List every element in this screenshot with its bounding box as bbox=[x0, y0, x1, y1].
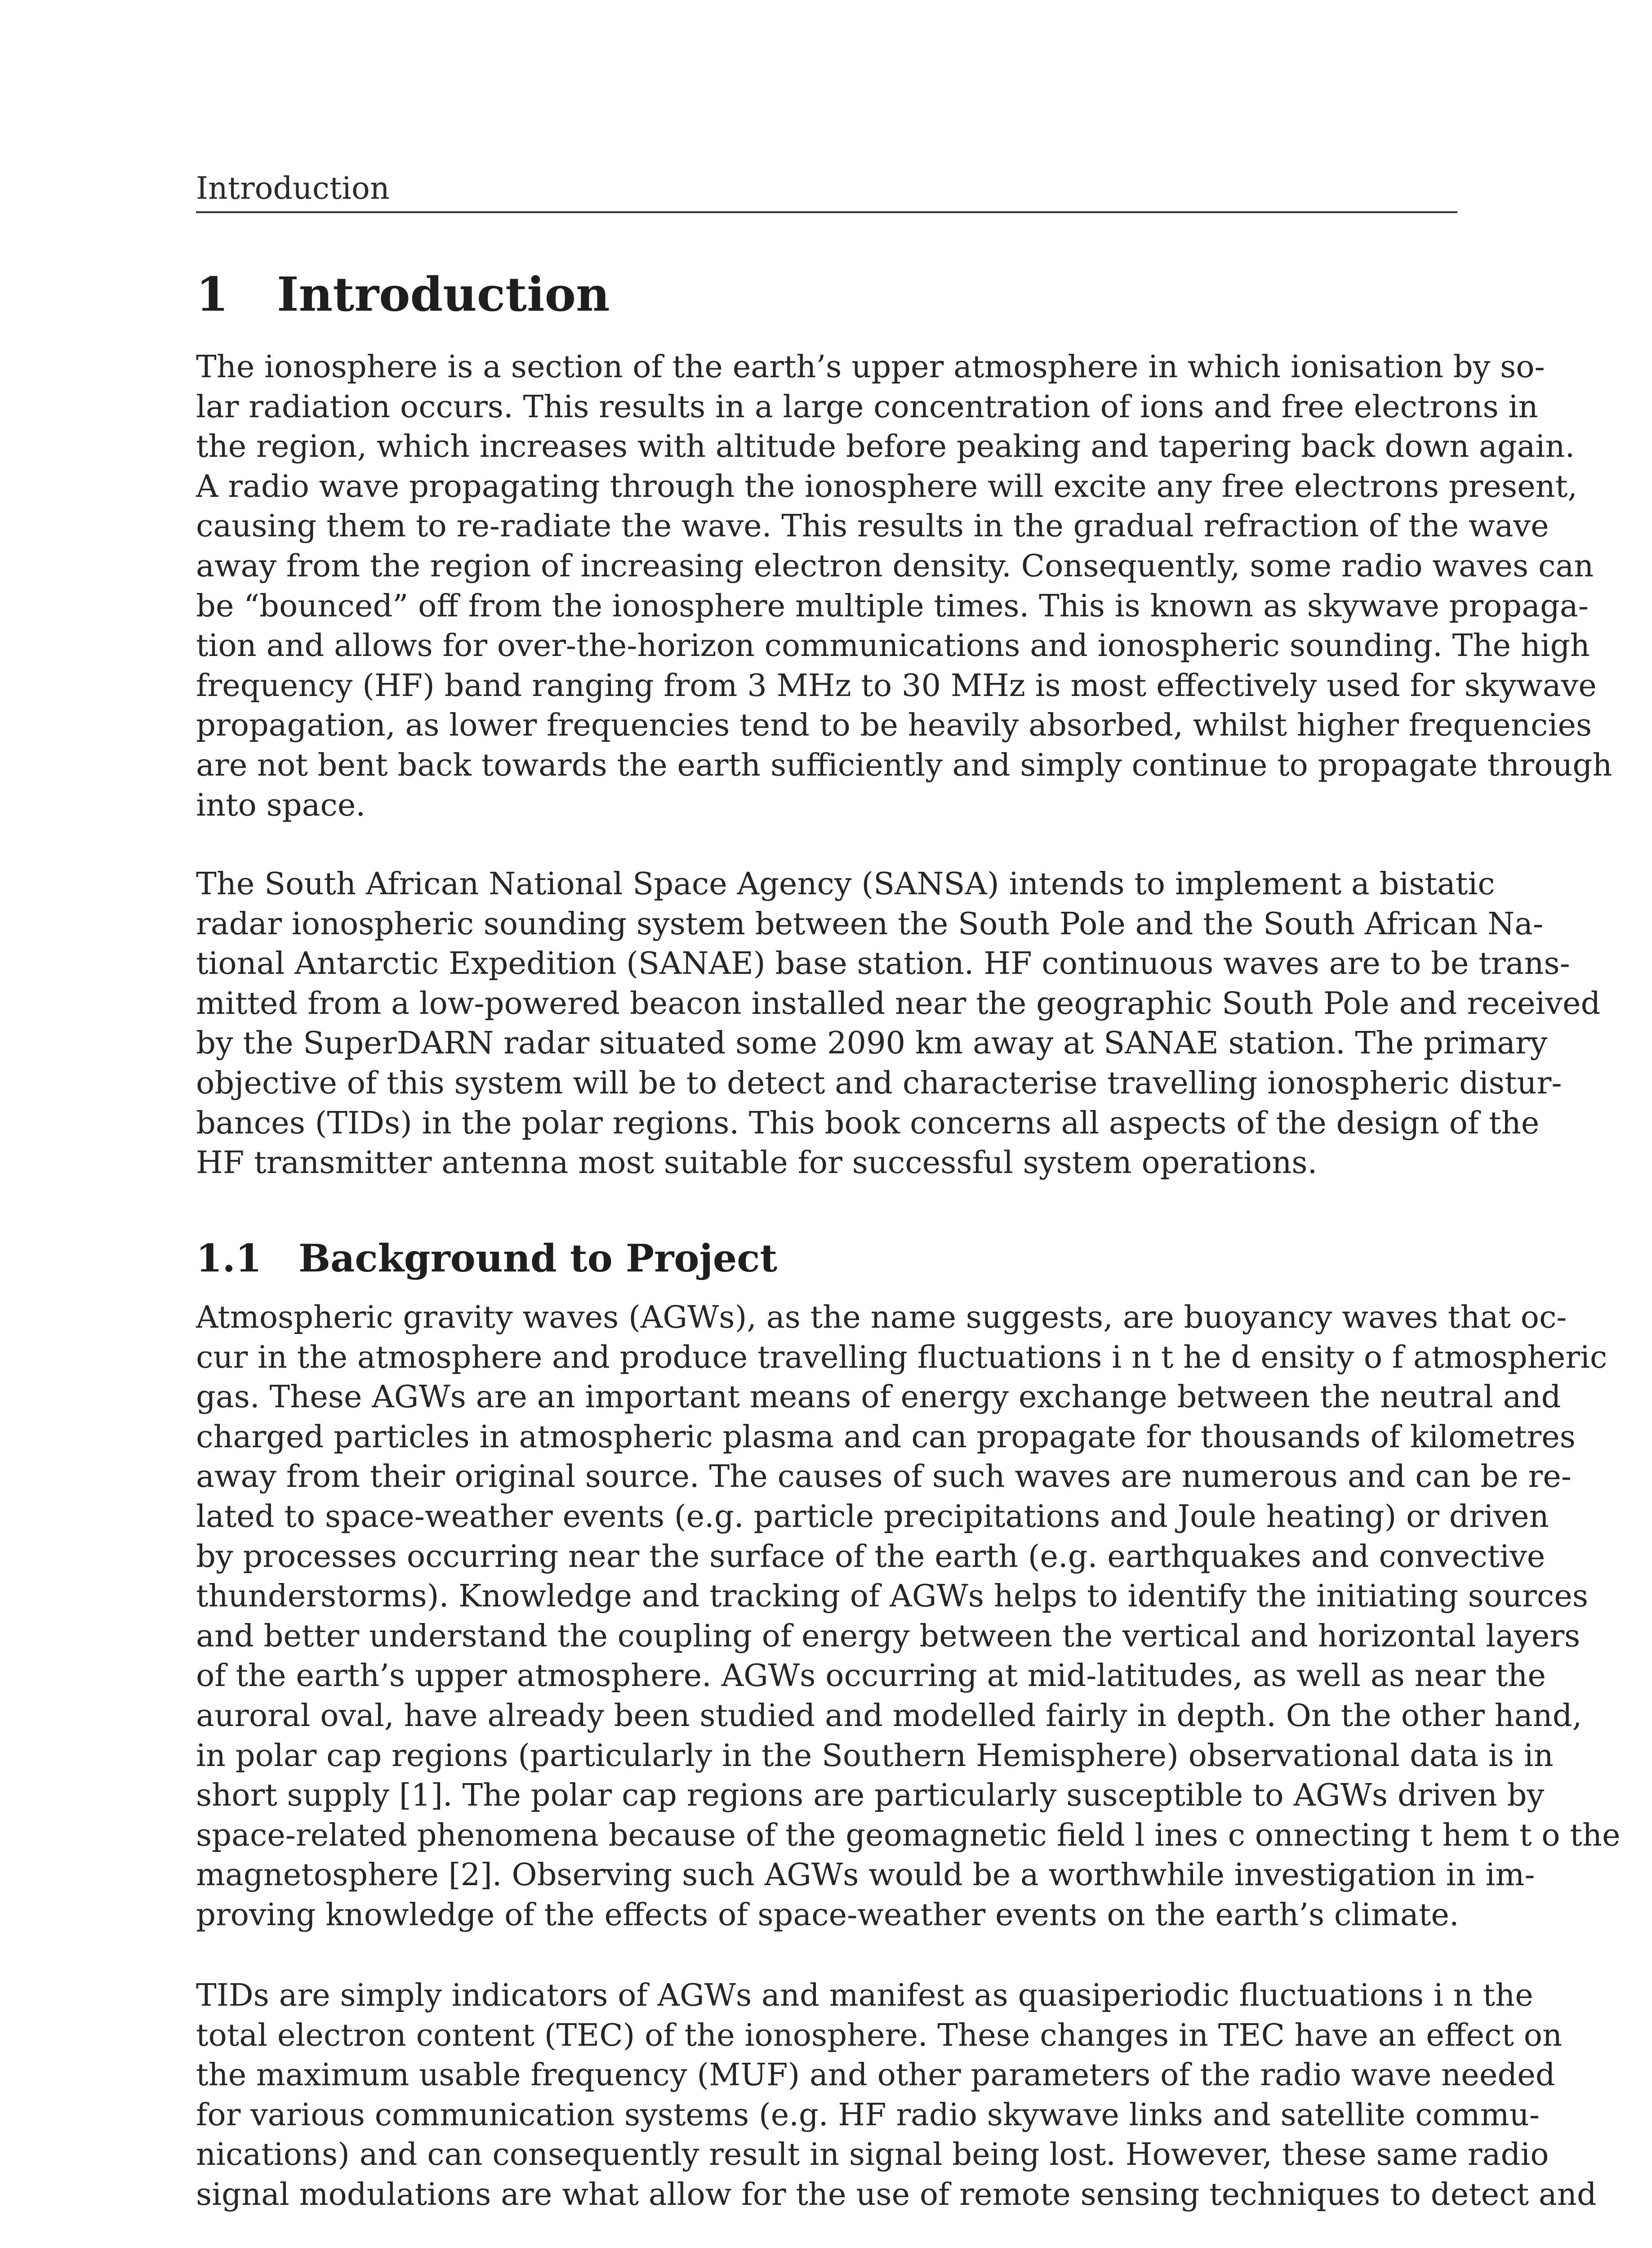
paragraph-line: are not bent back towards the earth sufficiently and simply continue to propagate through bbox=[196, 747, 1612, 783]
paragraph-line: into space. bbox=[196, 787, 366, 823]
paragraph-line: mitted from a low-powered beacon installed near the geographic South Pole and received bbox=[196, 985, 1601, 1021]
section-heading bbox=[196, 1234, 1457, 1283]
paragraph-line: A radio wave propagating through the ionosphere will excite any free electrons present, bbox=[196, 468, 1578, 504]
paragraph-line: away from their original source. The causes of such waves are numerous and can be re- bbox=[196, 1459, 1572, 1495]
paragraph-line: lated to space-weather events (e.g. particle precipitations and Joule heating) or driven bbox=[196, 1498, 1549, 1534]
paragraph-line: in polar cap regions (particularly in the Southern Hemisphere) observational data is in bbox=[196, 1737, 1554, 1774]
paragraph-line: space-related phenomena because of the geomagnetic field l ines c onnecting t hem t o the bbox=[196, 1817, 1621, 1853]
paragraph-line: The ionosphere is a section of the earth’s upper atmosphere in which ionisation by so- bbox=[196, 349, 1545, 385]
paragraph-line: bances (TIDs) in the polar regions. This book concerns all aspects of the design of the bbox=[196, 1105, 1540, 1141]
paragraph-line: radar ionospheric sounding system between the South Pole and the South African Na- bbox=[196, 905, 1544, 942]
paragraph-line: causing them to re-radiate the wave. This results in the gradual refraction of the wave bbox=[196, 508, 1549, 544]
paragraph-line: tion and allows for over-the-horizon communications and ionospheric sounding. The high bbox=[196, 628, 1590, 664]
paragraph-line: cur in the atmosphere and produce travelling fluctuations i n t he d ensity o f atmospheric bbox=[196, 1339, 1607, 1375]
paragraph-line: tional Antarctic Expedition (SANAE) base station. HF continuous waves are to be trans- bbox=[196, 946, 1570, 982]
paragraph-agws bbox=[196, 1298, 1621, 1935]
paragraph-line: TIDs are simply indicators of AGWs and manifest as quasiperiodic fluctuations i n the bbox=[196, 1977, 1533, 2013]
paragraph-line: gas. These AGWs are an important means of energy exchange between the neutral and bbox=[196, 1379, 1561, 1415]
paragraph-line: auroral oval, have already been studied and modelled fairly in depth. On the other hand, bbox=[196, 1697, 1582, 1734]
section-title: Background to Project bbox=[298, 1236, 778, 1280]
paragraph-line: proving knowledge of the effects of space-weather events on the earth’s climate. bbox=[196, 1896, 1459, 1933]
paragraph-line: lar radiation occurs. This results in a large concentration of ions and free electrons in bbox=[196, 388, 1538, 425]
paragraph-line: total electron content (TEC) of the ionosphere. These changes in TEC have an effect on bbox=[196, 2017, 1563, 2053]
paragraph-line: thunderstorms). Knowledge and tracking of AGWs helps to identify the initiating sources bbox=[196, 1578, 1588, 1615]
paragraph-line: Atmospheric gravity waves (AGWs), as the name suggests, are buoyancy waves that oc- bbox=[196, 1299, 1567, 1335]
paragraph-line: objective of this system will be to detect and characterise travelling ionospheric distur- bbox=[196, 1065, 1562, 1101]
paragraph-line: nications) and can consequently result in signal being lost. However, these same radio bbox=[196, 2136, 1549, 2173]
chapter-heading bbox=[196, 265, 1457, 324]
paragraph-line: by processes occurring near the surface of the earth (e.g. earthquakes and convective bbox=[196, 1538, 1545, 1574]
chapter-number: 1 bbox=[196, 267, 229, 322]
paragraph-sansa bbox=[196, 864, 1601, 1183]
paragraph-tids bbox=[196, 1976, 1597, 2215]
paragraph-line: be “bounced” off from the ionosphere multiple times. This is known as skywave propaga- bbox=[196, 588, 1589, 624]
paragraph-line: charged particles in atmospheric plasma and can propagate for thousands of kilometres bbox=[196, 1418, 1576, 1455]
paragraph-line: short supply [1]. The polar cap regions are particularly susceptible to AGWs driven by bbox=[196, 1777, 1545, 1814]
paragraph-line: HF transmitter antenna most suitable for successful system operations. bbox=[196, 1145, 1318, 1181]
paragraph-line: and better understand the coupling of energy between the vertical and horizontal layers bbox=[196, 1618, 1581, 1654]
paragraph-line: the region, which increases with altitude before peaking and tapering back down again. bbox=[196, 428, 1575, 465]
paragraph-line: The South African National Space Agency (SANSA) intends to implement a bistatic bbox=[196, 866, 1495, 902]
running-header-title: Introduction bbox=[196, 171, 390, 206]
chapter-title: Introduction bbox=[277, 267, 610, 322]
running-header bbox=[196, 167, 1457, 213]
paragraph-ionosphere bbox=[196, 347, 1612, 825]
paragraph-line: propagation, as lower frequencies tend to be heavily absorbed, whilst higher frequencies bbox=[196, 707, 1592, 744]
paragraph-line: frequency (HF) band ranging from 3 MHz to 30 MHz is most effectively used for skywave bbox=[196, 667, 1597, 704]
paragraph-line: by the SuperDARN radar situated some 2090 km away at SANAE station. The primary bbox=[196, 1025, 1548, 1062]
paragraph-line: away from the region of increasing electron density. Consequently, some radio waves can bbox=[196, 548, 1594, 584]
paragraph-line: signal modulations are what allow for the use of remote sensing techniques to detect and bbox=[196, 2176, 1597, 2212]
paragraph-line: the maximum usable frequency (MUF) and other parameters of the radio wave needed bbox=[196, 2057, 1555, 2093]
paragraph-line: for various communication systems (e.g. HF radio skywave links and satellite commu- bbox=[196, 2096, 1540, 2133]
section-number: 1.1 bbox=[196, 1236, 262, 1280]
paragraph-line: of the earth’s upper atmosphere. AGWs occurring at mid-latitudes, as well as near the bbox=[196, 1658, 1546, 1694]
paragraph-line: magnetosphere [2]. Observing such AGWs would be a worthwhile investigation in im- bbox=[196, 1857, 1535, 1893]
